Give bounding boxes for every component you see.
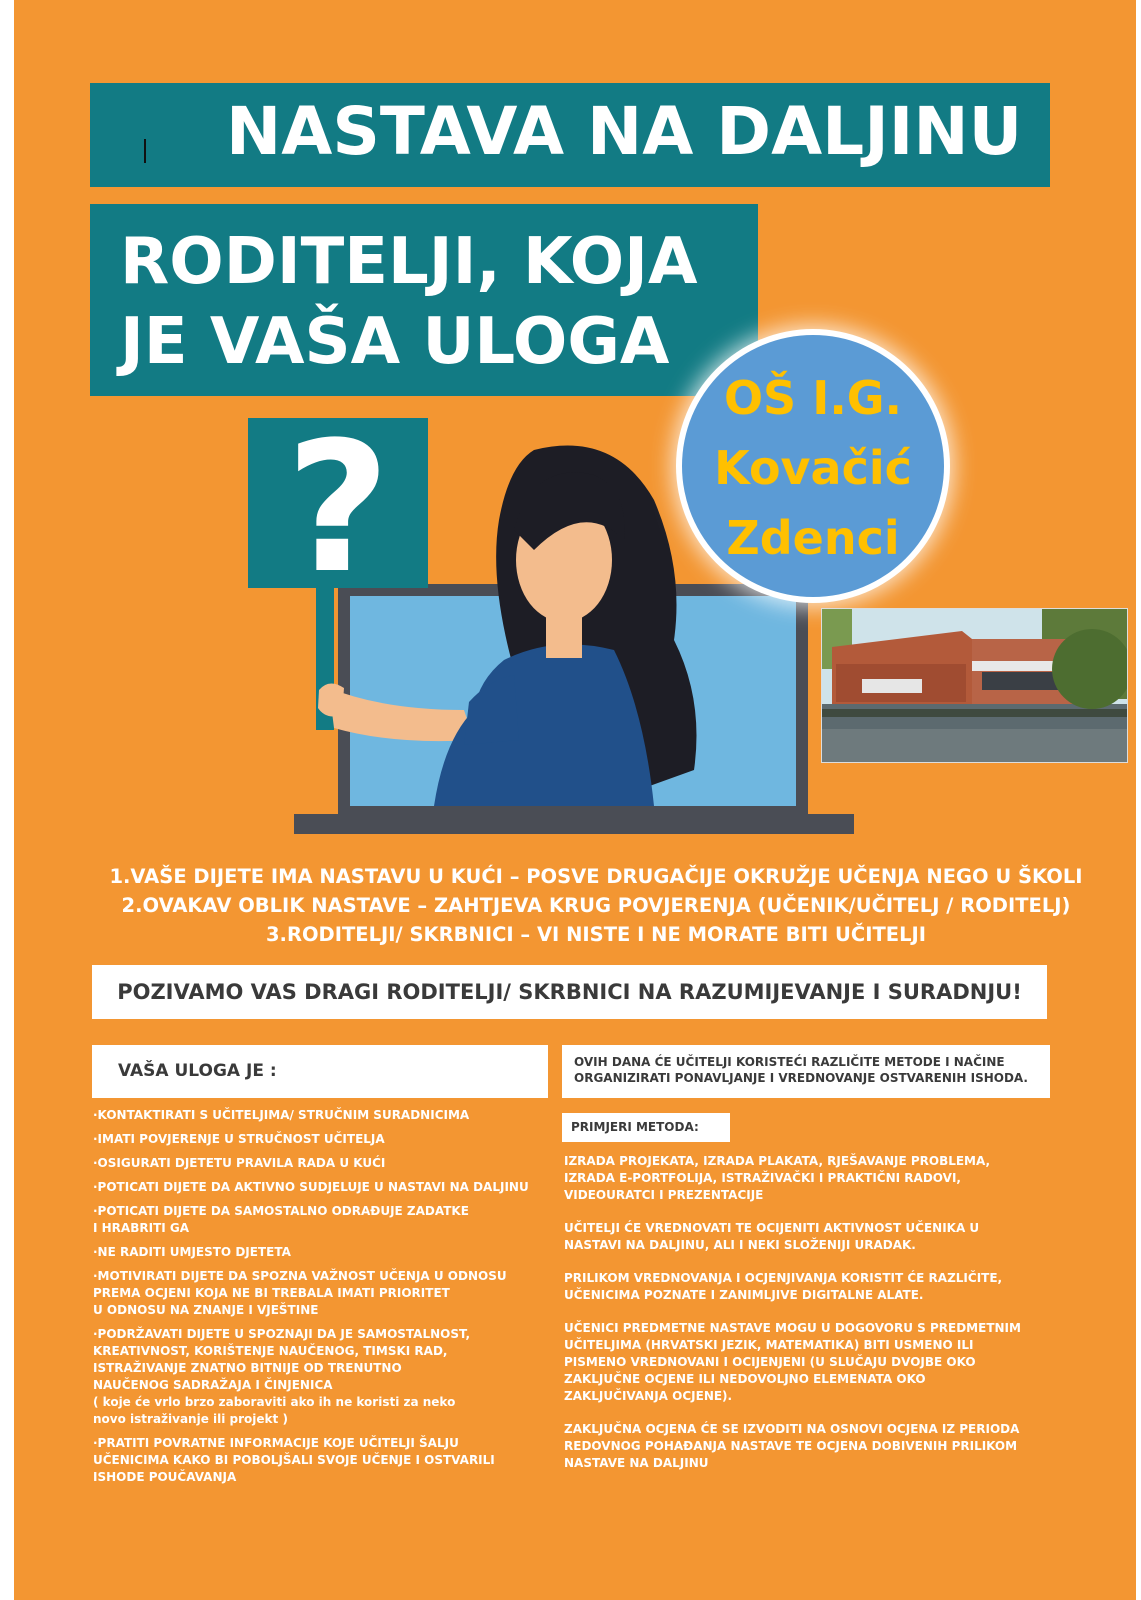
question-mark: ? — [285, 410, 391, 613]
teachers-column — [564, 1153, 1044, 1488]
invitation-box: POZIVAMO VAS DRAGI RODITELJI/ SKRBNICI NA RAZUMIJEVANJE I SURADNJU! — [92, 965, 1047, 1019]
title-banner — [90, 83, 1050, 187]
role-item-8: ·PODRŽAVATI DIJETE U SPOZNAJI DA JE SAMOSTALNOST, KREATIVNOST, KORIŠTENJE NAUČENOG, TIMSKI RAD, ISTRAŽIVANJE ZNATNO BITNIJE OD TRENUTNO NAUČENOG SADRAŽAJA I ČINJENICA ( koje će vrlo brzo zaboraviti ako ih ne koristi za neko novo istraživanje ili projekt ) — [93, 1327, 471, 1426]
teachers-paragraph-5: ZAKLJUČNA OCJENA ĆE SE IZVODITI NA OSNOVI OCJENA IZ PERIODA REDOVNOG POHAĐANJA NASTAVE TE OCJENA DOBIVENIH PRILIKOM NASTAVE NA DALJINU — [564, 1422, 1020, 1470]
role-item-7: ·MOTIVIRATI DIJETE DA SPOZNA VAŽNOST UČENJA U ODNOSU PREMA OCJENI KOJA NE BI TREBALA IMATI PRIORITET U ODNOSU NA ZNANJE I VJEŠTINE — [93, 1269, 507, 1317]
role-heading: VAŠA ULOGA JE : — [92, 1045, 548, 1098]
subtitle — [120, 222, 697, 382]
laptop-base — [294, 814, 854, 834]
role-item-6: ·NE RADITI UMJESTO DJETETA — [93, 1245, 291, 1259]
role-item-4: ·POTICATI DIJETE DA AKTIVNO SUDJELUJE U NASTAVI NA DALJINU — [93, 1180, 529, 1194]
teachers-paragraph-3: PRILIKOM VREDNOVANJA I OCJENJIVANJA KORISTIT ĆE RAZLIČITE, UČENICIMA POZNATE I ZANIMLJIVE DIGITALNE ALATE. — [564, 1271, 1003, 1302]
point-1: 1.VAŠE DIJETE IMA NASTAVU U KUĆI – POSVE DRUGAČIJE OKRUŽJE UČENJA NEGO U ŠKOLI — [109, 865, 1083, 888]
role-item-9: ·PRATITI POVRATNE INFORMACIJE KOJE UČITELJI ŠALJU UČENICIMA KAKO BI POBOLJŠALI SVOJE UČENJE I OSTVARILI ISHODE POUČAVANJA — [93, 1436, 495, 1484]
point-3: 3.RODITELJI/ SKRBNICI – VI NISTE I NE MORATE BITI UČITELJI — [265, 923, 927, 946]
teachers-paragraph-4: UČENICI PREDMETNE NASTAVE MOGU U DOGOVORU S PREDMETNIM UČITELJIMA (HRVATSKI JEZIK, MATEMATIKA) BITI USMENO ILI PISMENO VREDNOVANI I OCIJENJENI (U SLUČAJU DVOJBE OKO ZAKLJUČNE OCJENE ILI NEDOVOLJNO ELEMENATA OKO ZAKLJUČIVANJA OCJENE). — [564, 1321, 1021, 1403]
poster — [14, 0, 1136, 1600]
role-list — [93, 1107, 548, 1493]
school-photo — [821, 608, 1128, 763]
role-item-2: ·IMATI POVJERENJE U STRUČNOST UČITELJA — [93, 1132, 385, 1146]
subtitle-banner — [90, 204, 758, 396]
subtitle-line-2: JE VAŠA ULOGA — [120, 305, 670, 379]
key-points — [76, 862, 1116, 949]
school-badge — [682, 335, 944, 597]
woman-hand — [318, 683, 344, 716]
school-badge-line-3: Zdenci — [726, 511, 900, 565]
text-cursor — [144, 139, 146, 163]
subtitle-line-1: RODITELJI, KOJA — [120, 225, 698, 299]
poster-title: NASTAVA NA DALJINU — [226, 93, 1023, 170]
examples-heading: PRIMJERI METODA: — [562, 1113, 730, 1142]
teachers-paragraph-2: UČITELJI ĆE VREDNOVATI TE OCIJENITI AKTIVNOST UČENIKA U NASTAVI NA DALJINU, ALI I NEKI SLOŽENIJI URADAK. — [564, 1221, 980, 1252]
teachers-paragraph-1: IZRADA PROJEKATA, IZRADA PLAKATA, RJEŠAVANJE PROBLEMA, IZRADA E-PORTFOLIJA, ISTRAŽIVAČKI I PRAKTIČNI RADOVI, VIDEOURATCI I PREZENTACIJE — [564, 1154, 991, 1202]
point-2: 2.OVAKAV OBLIK NASTAVE – ZAHTJEVA KRUG POVJERENJA (UČENIK/UČITELJ / RODITELJ) — [121, 894, 1071, 917]
role-item-5: ·POTICATI DIJETE DA SAMOSTALNO ODRAĐUJE ZADATKE I HRABRITI GA — [93, 1204, 469, 1235]
role-item-3: ·OSIGURATI DJETETU PRAVILA RADA U KUĆI — [93, 1156, 386, 1170]
school-badge-line-2: Kovačić — [714, 441, 912, 495]
teachers-intro: OVIH DANA ĆE UČITELJI KORISTEĆI RAZLIČITE METODE I NAČINE ORGANIZIRATI PONAVLJANJE I VREDNOVANJE OSTVARENIH ISHODA. — [562, 1045, 1050, 1098]
role-item-1: ·KONTAKTIRATI S UČITELJIMA/ STRUČNIM SURADNICIMA — [93, 1108, 470, 1122]
school-badge-line-1: OŠ I.G. — [723, 371, 903, 425]
